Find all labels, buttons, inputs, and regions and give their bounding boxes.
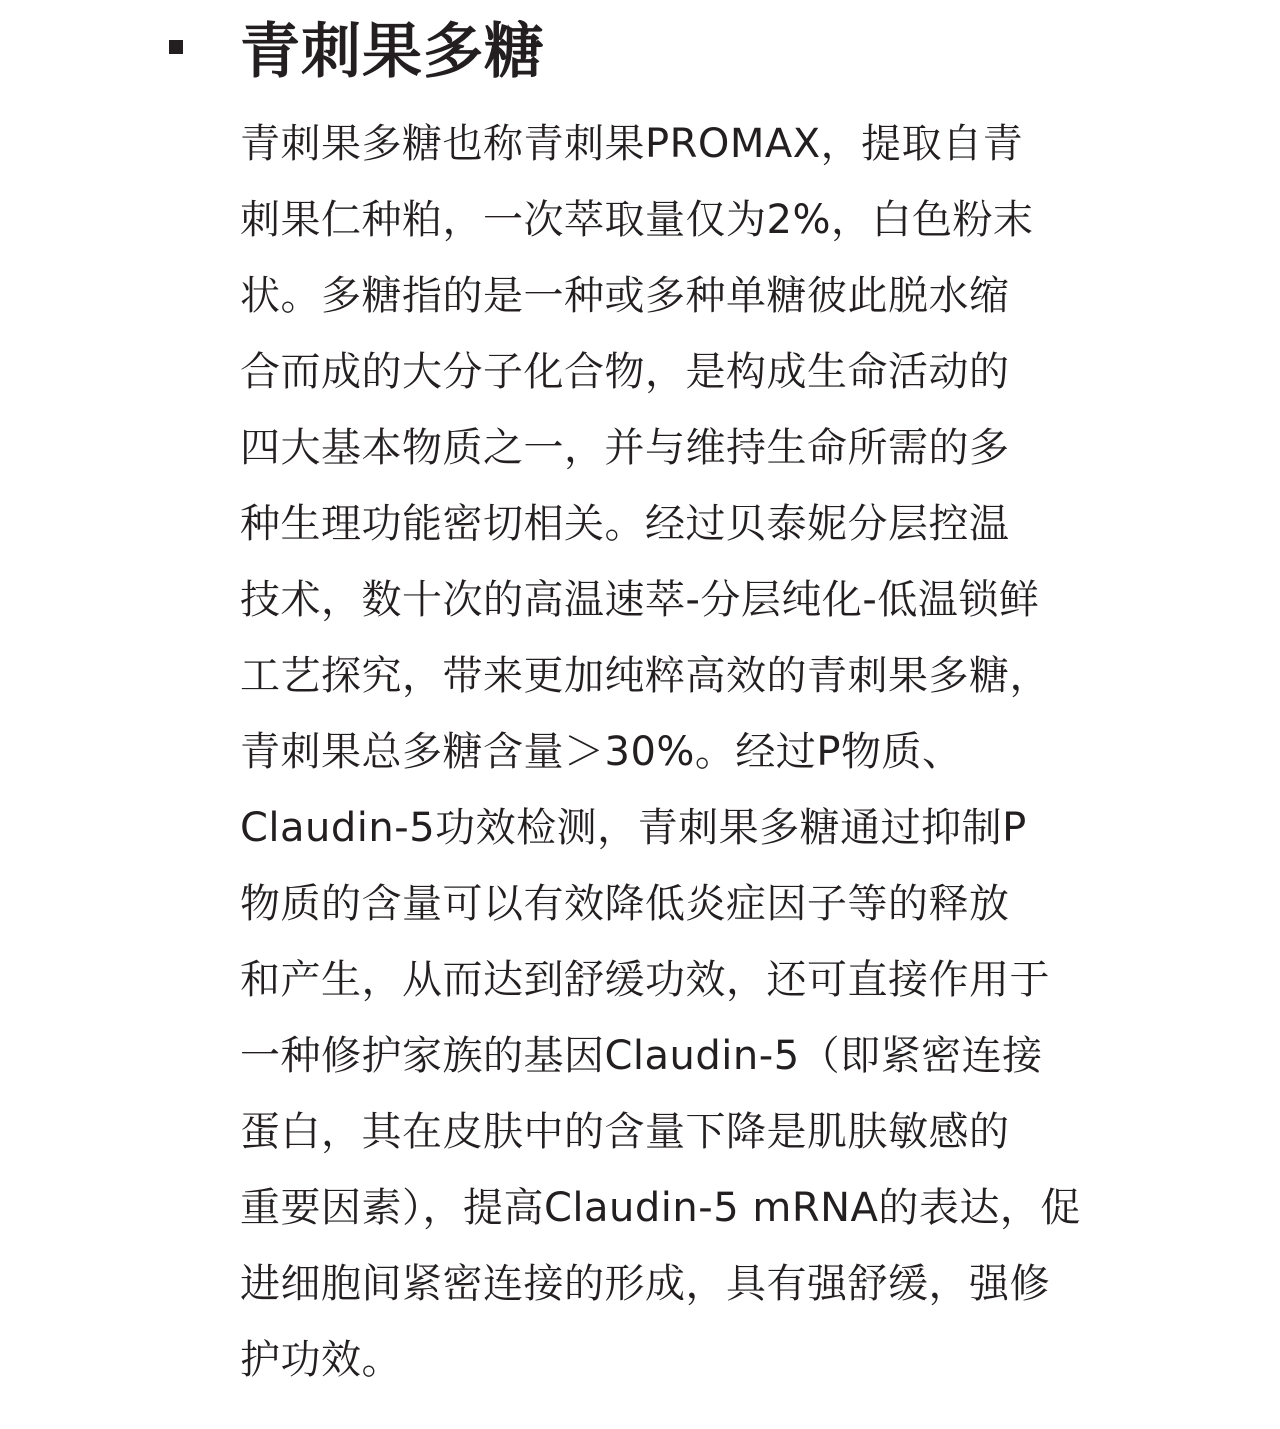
section-title: 青刺果多糖 xyxy=(240,17,545,87)
body-line: 刺果仁种粕，一次萃取量仅为2%，白色粉末 xyxy=(240,197,1034,243)
section-body xyxy=(240,106,1140,1398)
body-line: 状。多糖指的是一种或多种单糖彼此脱水缩 xyxy=(240,273,1010,319)
body-line: 四大基本物质之一，并与维持生命所需的多 xyxy=(240,425,1010,471)
body-line: 青刺果多糖也称青刺果PROMAX，提取自青 xyxy=(240,121,1024,167)
body-line: 护功效。 xyxy=(240,1337,402,1383)
body-line: 青刺果总多糖含量＞30%。经过P物质、 xyxy=(240,729,963,775)
body-line: 一种修护家族的基因Claudin-5（即紧密连接 xyxy=(240,1033,1043,1079)
body-line: 种生理功能密切相关。经过贝泰妮分层控温 xyxy=(240,501,1010,547)
body-line: 蛋白，其在皮肤中的含量下降是肌肤敏感的 xyxy=(240,1109,1010,1155)
body-line: 进细胞间紧密连接的形成，具有强舒缓，强修 xyxy=(240,1261,1050,1307)
body-line: 工艺探究，带来更加纯粹高效的青刺果多糖， xyxy=(240,653,1050,699)
body-line: 技术，数十次的高温速萃-分层纯化-低温锁鲜 xyxy=(240,577,1040,623)
bullet-square-icon xyxy=(169,40,183,54)
body-line: 合而成的大分子化合物，是构成生命活动的 xyxy=(240,349,1010,395)
body-line: Claudin-5功效检测，青刺果多糖通过抑制P xyxy=(240,805,1027,851)
body-line: 和产生，从而达到舒缓功效，还可直接作用于 xyxy=(240,957,1050,1003)
body-line: 重要因素），提高Claudin-5 mRNA的表达，促 xyxy=(240,1185,1081,1231)
body-line: 物质的含量可以有效降低炎症因子等的释放 xyxy=(240,881,1010,927)
